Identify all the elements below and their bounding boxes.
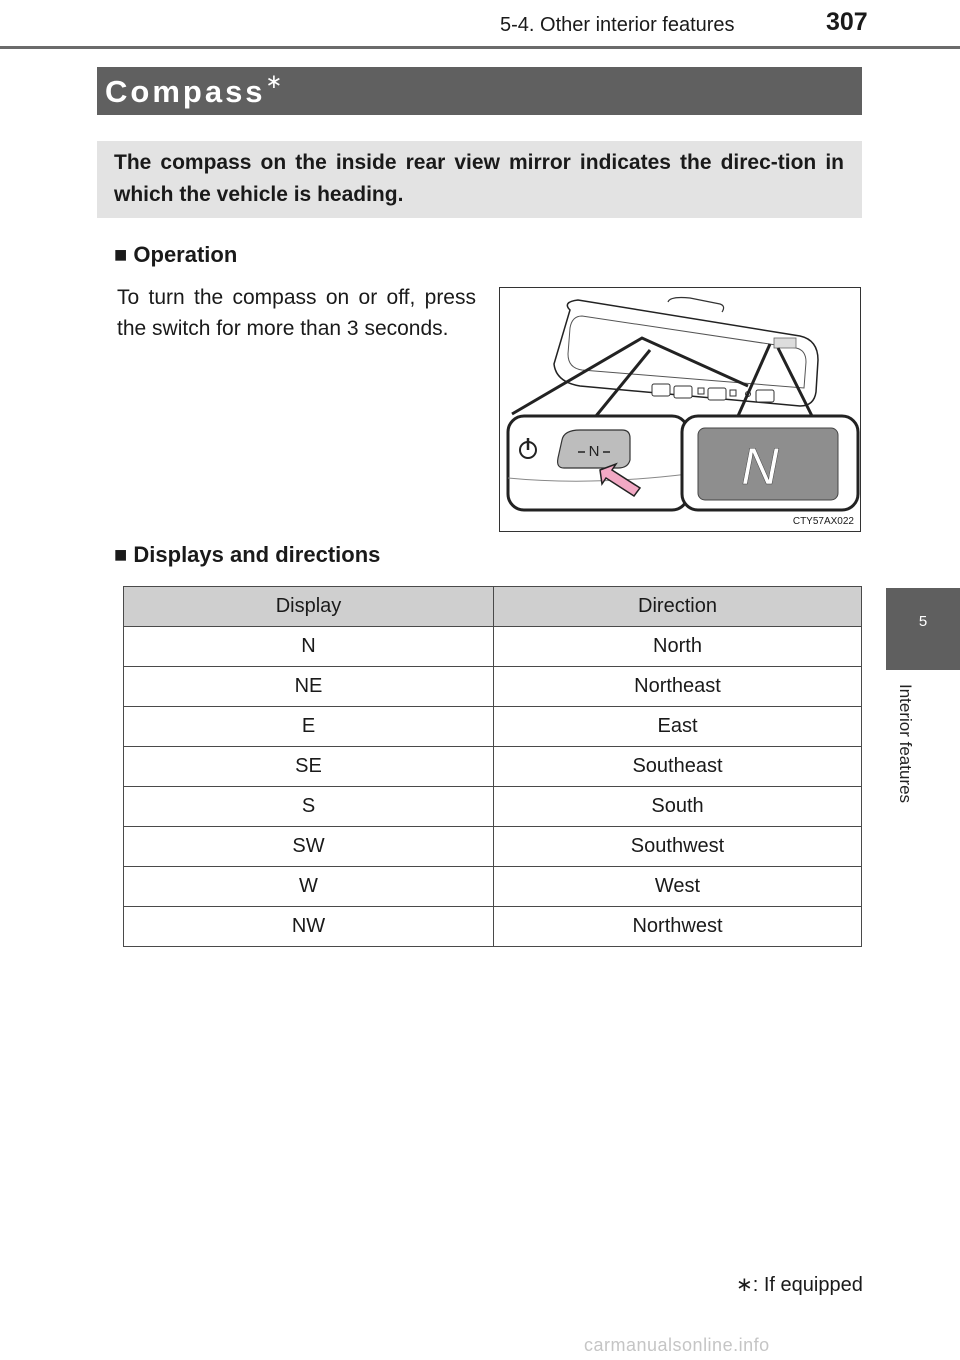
page-number: 307 [826,8,868,36]
display-cell: E [124,707,494,747]
title-bar [97,67,862,115]
column-header-display: Display [124,587,494,627]
button-label: N [588,443,600,460]
section-title: 5-4. Other interior features [500,14,735,36]
watermark: carmanualsonline.info [584,1335,770,1355]
column-header-direction: Direction [494,587,862,627]
directions-table [123,586,862,947]
intro-box [97,141,862,218]
operation-body: To turn the compass on or off, press the switch for more than 3 seconds. [117,286,476,340]
direction-cell: Southwest [494,827,862,867]
display-cell: W [124,867,494,907]
chapter-number: 5 [918,613,928,630]
direction-cell: South [494,787,862,827]
direction-cell: West [494,867,862,907]
table-row [124,707,862,747]
compass-mirror-figure [499,287,861,532]
display-cell: NW [124,907,494,947]
direction-cell: North [494,627,862,667]
display-cell: N [124,627,494,667]
direction-cell: Northwest [494,907,862,947]
display-cell: S [124,787,494,827]
table-row [124,667,862,707]
direction-cell: Northeast [494,667,862,707]
chapter-label: Interior features [896,684,915,804]
footnote: ∗: If equipped [736,1274,863,1296]
compass-display-letter: N [741,438,779,496]
table-row [124,907,862,947]
display-cell: NE [124,667,494,707]
chapter-tab[interactable] [886,588,960,670]
table-row [124,867,862,907]
table-row [124,827,862,867]
table-row [124,747,862,787]
figure-code: CTY57AX022 [792,516,854,527]
display-cell: SW [124,827,494,867]
page-title [105,71,283,110]
display-cell: SE [124,747,494,787]
operation-heading: ■ Operation [114,242,238,267]
intro-text: The compass on the inside rear view mirror indicates the direc-tion in which the vehicle is heading. [114,151,844,206]
table-row [124,627,862,667]
direction-cell: East [494,707,862,747]
displays-heading: ■ Displays and directions [114,542,381,567]
asterisk-mark: ∗ [265,71,283,93]
mirror-illustration [500,288,860,531]
header-rule [0,46,960,49]
table-header-row [124,587,862,627]
table-row [124,787,862,827]
page-title-text: Compass [105,74,266,109]
direction-cell: Southeast [494,747,862,787]
